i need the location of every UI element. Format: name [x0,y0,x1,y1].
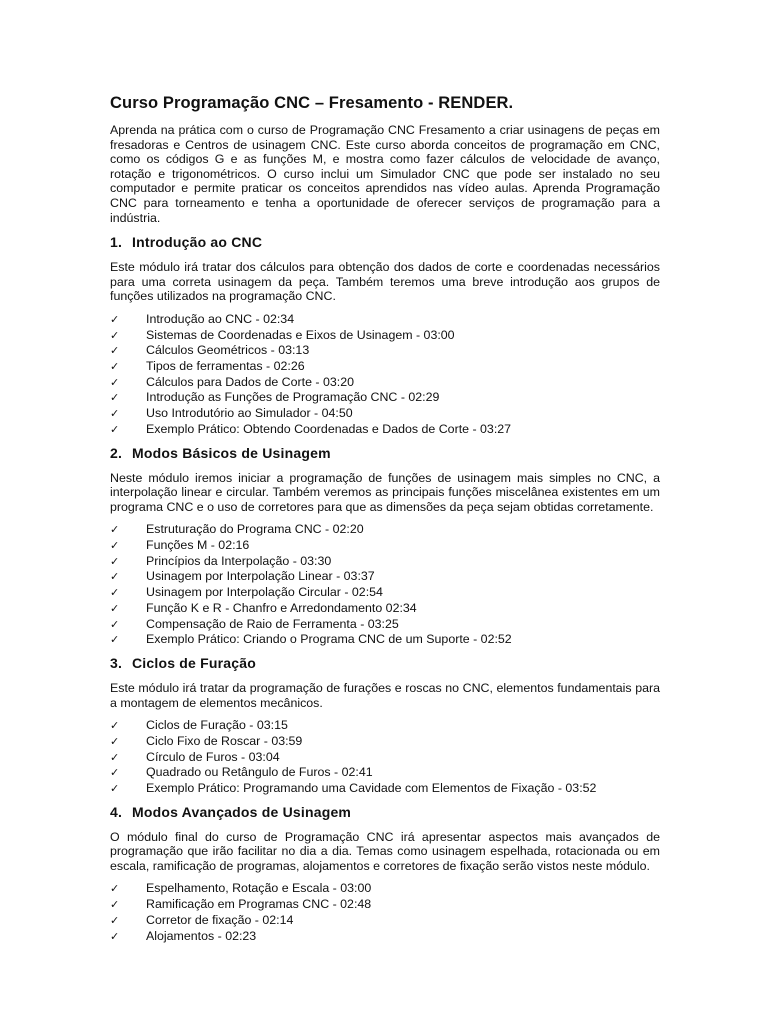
list-item [110,375,660,391]
lesson-label: Cálculos Geométricos - 03:13 [146,343,310,358]
lesson-label: Alojamentos - 02:23 [146,928,257,943]
list-item [110,929,660,945]
list-item [110,328,660,344]
list-item [110,881,660,897]
document-title: Curso Programação CNC – Fresamento - RENDER. [110,94,514,112]
checkmark-icon: ✓ [110,328,120,342]
checkmark-icon: ✓ [110,375,120,389]
module-heading [110,803,660,821]
checkmark-icon: ✓ [110,407,120,421]
checkmark-icon: ✓ [110,523,120,537]
lesson-label: Estruturação do Programa CNC - 02:20 [146,522,364,537]
lesson-label: Uso Introdutório ao Simulador - 04:50 [146,406,353,421]
checkmark-icon: ✓ [110,719,120,733]
list-item [110,601,660,617]
list-item [110,913,660,929]
checkmark-icon: ✓ [110,360,120,374]
lesson-label: Função K e R - Chanfro e Arredondamento 02:34 [146,600,417,615]
lesson-label: Círculo de Furos - 03:04 [146,749,280,764]
checkmark-icon: ✓ [110,617,120,631]
lesson-list [110,522,660,648]
lesson-label: Usinagem por Interpolação Linear - 03:37 [146,569,375,584]
module-title: Modos Avançados de Usinagem [132,803,352,820]
lesson-label: Exemplo Prático: Obtendo Coordenadas e Dados de Corte - 03:27 [146,421,512,436]
lesson-label: Espelhamento, Rotação e Escala - 03:00 [146,881,372,896]
checkmark-icon: ✓ [110,882,120,896]
checkmark-icon: ✓ [110,312,120,326]
lesson-label: Quadrado ou Retângulo de Furos - 02:41 [146,765,373,780]
list-item [110,734,660,750]
lesson-label: Ciclos de Furação - 03:15 [146,718,288,733]
list-item [110,897,660,913]
list-item [110,312,660,328]
list-item [110,569,660,585]
list-item [110,718,660,734]
checkmark-icon: ✓ [110,766,120,780]
module-heading [110,444,660,462]
checkmark-icon: ✓ [110,344,120,358]
module-title: Ciclos de Furação [132,654,256,671]
lesson-label: Princípios da Interpolação - 03:30 [146,553,332,568]
list-item [110,538,660,554]
lesson-label: Funções M - 02:16 [146,538,250,553]
checkmark-icon: ✓ [110,391,120,405]
checkmark-icon: ✓ [110,601,120,615]
checkmark-icon: ✓ [110,750,120,764]
module-section-1 [110,233,660,437]
checkmark-icon: ✓ [110,539,120,553]
checkmark-icon: ✓ [110,586,120,600]
list-item [110,554,660,570]
intro-paragraph: Aprenda na prática com o curso de Programação CNC Fresamento a criar usinagens de peças em fresadoras e Centros de usinagem CNC. Este curso aborda conceitos de programação em CNC, como os códigos G e as funções M, e mostra como fazer cálculos de velocidade de avanço, rotação e trigonométricos. O curso inclui um Simulador CNC que pode ser instalado no seu computador e permite praticar os conceitos aprendidos nas vídeo aulas. Aprenda Programação CNC para torneamento e tenha a oportunidade de oferecer serviços de programação para a indústria. [110,123,660,225]
list-item [110,522,660,538]
list-item [110,359,660,375]
lesson-label: Corretor de fixação - 02:14 [146,912,294,927]
module-section-2 [110,444,660,648]
checkmark-icon: ✓ [110,929,120,943]
list-item [110,585,660,601]
lesson-label: Exemplo Prático: Criando o Programa CNC de um Suporte - 02:52 [146,632,512,647]
lesson-list [110,718,660,797]
lesson-label: Cálculos para Dados de Corte - 03:20 [146,374,355,389]
checkmark-icon: ✓ [110,422,120,436]
list-item [110,750,660,766]
list-item [110,781,660,797]
lesson-label: Tipos de ferramentas - 02:26 [146,359,305,374]
module-description: O módulo final do curso de Programação CNC irá apresentar aspectos mais avançados de programação que irão facilitar no dia a dia. Temas como usinagem espelhada, rotacionada ou em escala, ramificação de programas, alojamentos e corretores de fixação serão vistos neste módulo. [110,829,660,873]
module-number: 3. [110,654,123,671]
module-description: Neste módulo iremos iniciar a programação de funções de usinagem mais simples no CNC, a interpolação linear e circular. Também veremos as principais funções miscelânea existentes em um programa CNC e o uso de corretores para que as dimensões da peça sejam obtidas corretamente. [110,470,660,514]
list-item [110,422,660,438]
lesson-label: Ramificação em Programas CNC - 02:48 [146,897,372,912]
lesson-label: Introdução ao CNC - 02:34 [146,311,295,326]
list-item [110,617,660,633]
module-number: 2. [110,444,123,461]
module-title: Introdução ao CNC [132,234,263,251]
lesson-label: Exemplo Prático: Programando uma Cavidade com Elementos de Fixação - 03:52 [146,780,597,795]
list-item [110,343,660,359]
checkmark-icon: ✓ [110,570,120,584]
checkmark-icon: ✓ [110,554,120,568]
module-description: Este módulo irá tratar da programação de furações e roscas no CNC, elementos fundamentais para a montagem de elementos mecânicos. [110,680,660,710]
lesson-label: Introdução as Funções de Programação CNC - 02:29 [146,390,440,405]
lesson-label: Usinagem por Interpolação Circular - 02:54 [146,585,383,600]
module-section-3 [110,654,660,797]
module-number: 1. [110,234,123,251]
list-item [110,632,660,648]
checkmark-icon: ✓ [110,913,120,927]
module-number: 4. [110,803,123,820]
lesson-list [110,881,660,944]
list-item [110,390,660,406]
list-item [110,765,660,781]
checkmark-icon: ✓ [110,734,120,748]
list-item [110,406,660,422]
module-section-4 [110,803,660,945]
module-heading [110,654,660,672]
lesson-label: Compensação de Raio de Ferramenta - 03:25 [146,616,399,631]
module-title: Modos Básicos de Usinagem [132,444,331,461]
lesson-list [110,312,660,438]
module-heading [110,233,660,251]
checkmark-icon: ✓ [110,781,120,795]
module-description: Este módulo irá tratar dos cálculos para obtenção dos dados de corte e coordenadas necessários para uma correta usinagem da peça. Também teremos uma breve introdução aos grupos de funções utilizados na programação CNC. [110,260,660,304]
lesson-label: Ciclo Fixo de Roscar - 03:59 [146,733,303,748]
checkmark-icon: ✓ [110,898,120,912]
lesson-label: Sistemas de Coordenadas e Eixos de Usinagem - 03:00 [146,327,455,342]
checkmark-icon: ✓ [110,633,120,647]
